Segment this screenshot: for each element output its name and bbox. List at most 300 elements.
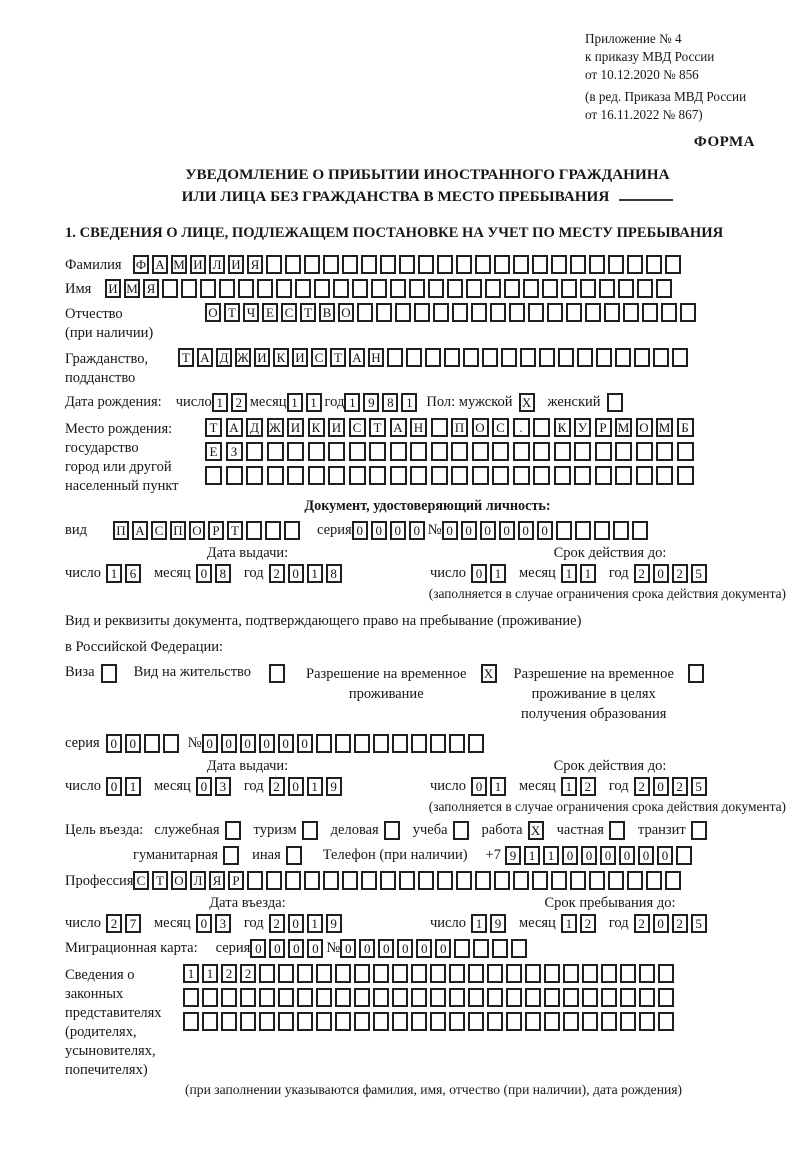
residence-number-cell[interactable]: 0 <box>278 734 294 753</box>
birthplace-cell[interactable]: . <box>513 418 530 437</box>
temp-residence-checkbox-cell[interactable]: X <box>481 664 497 683</box>
representatives-cell[interactable] <box>297 1012 313 1031</box>
doc-number-cell[interactable] <box>556 521 572 540</box>
citizenship-cell[interactable] <box>425 348 441 367</box>
name-cell[interactable] <box>219 279 235 298</box>
birthplace-cell[interactable] <box>205 466 222 485</box>
migcard-number-cell[interactable] <box>492 939 508 958</box>
name-cell[interactable] <box>162 279 178 298</box>
representatives-cell[interactable] <box>278 988 294 1007</box>
doc-series-cell[interactable]: 0 <box>390 521 406 540</box>
birthplace-cell[interactable] <box>410 442 427 461</box>
birthplace-cell[interactable]: А <box>226 418 243 437</box>
migcard-number-cell[interactable] <box>454 939 470 958</box>
residence-number-cell[interactable]: 0 <box>221 734 237 753</box>
name-cell[interactable] <box>314 279 330 298</box>
representatives-cell[interactable] <box>240 988 256 1007</box>
birthplace-cell[interactable] <box>246 466 263 485</box>
doc-series-cell[interactable]: 0 <box>352 521 368 540</box>
birthplace-cell[interactable] <box>431 418 448 437</box>
patronymic-cell[interactable] <box>471 303 487 322</box>
doc-kind-cell[interactable] <box>284 521 300 540</box>
representatives-cell[interactable] <box>221 988 237 1007</box>
representatives-cell[interactable] <box>183 988 199 1007</box>
birthplace-cell[interactable] <box>287 442 304 461</box>
residence-issue-year-cell[interactable]: 0 <box>288 777 304 796</box>
birthplace-cell[interactable] <box>390 442 407 461</box>
birthplace-cell[interactable]: С <box>349 418 366 437</box>
birthplace-cell[interactable]: Ж <box>267 418 284 437</box>
birthplace-cell[interactable]: Б <box>677 418 694 437</box>
doc-number-cell[interactable] <box>594 521 610 540</box>
birthplace-cell[interactable] <box>595 442 612 461</box>
profession-cell[interactable] <box>608 871 624 890</box>
doc-number-cell[interactable] <box>613 521 629 540</box>
birthplace-cell[interactable]: Н <box>410 418 427 437</box>
migcard-series-cell[interactable]: 0 <box>288 939 304 958</box>
residence-permit-checkbox-cell[interactable] <box>269 664 285 683</box>
birthplace-cell[interactable] <box>677 466 694 485</box>
entry-year-cell[interactable]: 1 <box>307 914 323 933</box>
surname-cell[interactable] <box>361 255 377 274</box>
representatives-cell[interactable] <box>221 1012 237 1031</box>
birthplace-cell[interactable] <box>308 466 325 485</box>
citizenship-cell[interactable]: Д <box>216 348 232 367</box>
stay-day-cell[interactable]: 1 <box>471 914 487 933</box>
name-cell[interactable] <box>238 279 254 298</box>
representatives-cell[interactable] <box>278 1012 294 1031</box>
citizenship-cell[interactable] <box>463 348 479 367</box>
name-cell[interactable] <box>637 279 653 298</box>
residence-issue-day-cell[interactable]: 1 <box>125 777 141 796</box>
birthplace-cell[interactable] <box>369 442 386 461</box>
birthplace-cell[interactable] <box>492 466 509 485</box>
patronymic-cell[interactable]: Т <box>224 303 240 322</box>
phone-digit-cell[interactable]: 0 <box>657 846 673 865</box>
representatives-cell[interactable] <box>525 1012 541 1031</box>
representatives-cell[interactable] <box>582 988 598 1007</box>
birthplace-cell[interactable]: К <box>554 418 571 437</box>
profession-cell[interactable] <box>399 871 415 890</box>
profession-cell[interactable] <box>494 871 510 890</box>
purpose-business-checkbox-cell[interactable] <box>384 821 400 840</box>
residence-number-cell[interactable] <box>373 734 389 753</box>
purpose-transit-checkbox-cell[interactable] <box>691 821 707 840</box>
representatives-cell[interactable] <box>620 1012 636 1031</box>
name-cell[interactable] <box>656 279 672 298</box>
representatives-cell[interactable] <box>525 964 541 983</box>
name-cell[interactable]: М <box>124 279 140 298</box>
residence-number-cell[interactable]: 0 <box>240 734 256 753</box>
surname-cell[interactable] <box>589 255 605 274</box>
citizenship-cell[interactable]: Ж <box>235 348 251 367</box>
representatives-cell[interactable] <box>601 1012 617 1031</box>
citizenship-cell[interactable]: Т <box>178 348 194 367</box>
representatives-cell[interactable] <box>487 988 503 1007</box>
birth-month-cell[interactable]: 1 <box>306 393 322 412</box>
birthplace-cell[interactable]: О <box>472 418 489 437</box>
citizenship-cell[interactable]: К <box>273 348 289 367</box>
birthplace-cell[interactable]: Т <box>369 418 386 437</box>
doc-number-cell[interactable] <box>575 521 591 540</box>
residence-series-cell[interactable]: 0 <box>106 734 122 753</box>
representatives-cell[interactable] <box>316 1012 332 1031</box>
representatives-cell[interactable] <box>449 988 465 1007</box>
profession-cell[interactable] <box>361 871 377 890</box>
doc-number-cell[interactable]: 0 <box>518 521 534 540</box>
entry-year-cell[interactable]: 2 <box>269 914 285 933</box>
representatives-cell[interactable] <box>506 1012 522 1031</box>
doc-expiry-month-cell[interactable]: 1 <box>561 564 577 583</box>
surname-cell[interactable]: А <box>152 255 168 274</box>
representatives-cell[interactable] <box>183 1012 199 1031</box>
surname-cell[interactable] <box>532 255 548 274</box>
doc-kind-cell[interactable] <box>246 521 262 540</box>
surname-cell[interactable] <box>627 255 643 274</box>
patronymic-cell[interactable] <box>680 303 696 322</box>
residence-number-cell[interactable]: 0 <box>202 734 218 753</box>
birthplace-cell[interactable] <box>369 466 386 485</box>
residence-issue-day-cell[interactable]: 0 <box>106 777 122 796</box>
birthplace-cell[interactable] <box>533 466 550 485</box>
birthplace-cell[interactable] <box>451 466 468 485</box>
profession-cell[interactable] <box>532 871 548 890</box>
name-cell[interactable] <box>409 279 425 298</box>
birthplace-cell[interactable] <box>349 466 366 485</box>
representatives-cell[interactable] <box>544 964 560 983</box>
residence-issue-year-cell[interactable]: 1 <box>307 777 323 796</box>
birthplace-cell[interactable] <box>246 442 263 461</box>
doc-expiry-year-cell[interactable]: 2 <box>634 564 650 583</box>
phone-digit-cell[interactable] <box>676 846 692 865</box>
representatives-cell[interactable] <box>430 1012 446 1031</box>
name-cell[interactable] <box>295 279 311 298</box>
name-cell[interactable] <box>504 279 520 298</box>
surname-cell[interactable] <box>304 255 320 274</box>
doc-issue-day-cell[interactable]: 6 <box>125 564 141 583</box>
representatives-cell[interactable] <box>658 964 674 983</box>
representatives-cell[interactable] <box>373 1012 389 1031</box>
profession-cell[interactable] <box>266 871 282 890</box>
surname-cell[interactable] <box>456 255 472 274</box>
profession-cell[interactable] <box>437 871 453 890</box>
representatives-cell[interactable] <box>601 964 617 983</box>
profession-cell[interactable] <box>551 871 567 890</box>
surname-cell[interactable] <box>418 255 434 274</box>
name-cell[interactable] <box>371 279 387 298</box>
surname-cell[interactable] <box>608 255 624 274</box>
profession-cell[interactable] <box>342 871 358 890</box>
representatives-cell[interactable] <box>601 988 617 1007</box>
surname-cell[interactable] <box>513 255 529 274</box>
migcard-number-cell[interactable]: 0 <box>378 939 394 958</box>
surname-cell[interactable] <box>475 255 491 274</box>
residence-expiry-day-cell[interactable]: 1 <box>490 777 506 796</box>
representatives-cell[interactable] <box>563 988 579 1007</box>
profession-cell[interactable] <box>589 871 605 890</box>
surname-cell[interactable] <box>570 255 586 274</box>
purpose-other-checkbox-cell[interactable] <box>286 846 302 865</box>
representatives-cell[interactable] <box>354 1012 370 1031</box>
name-cell[interactable] <box>428 279 444 298</box>
representatives-cell[interactable] <box>202 1012 218 1031</box>
patronymic-cell[interactable] <box>604 303 620 322</box>
birth-day-cell[interactable]: 2 <box>231 393 247 412</box>
residence-expiry-year-cell[interactable]: 2 <box>672 777 688 796</box>
entry-month-cell[interactable]: 3 <box>215 914 231 933</box>
doc-number-cell[interactable]: 0 <box>537 521 553 540</box>
migcard-series-cell[interactable]: 0 <box>307 939 323 958</box>
birthplace-cell[interactable]: О <box>636 418 653 437</box>
doc-expiry-year-cell[interactable]: 0 <box>653 564 669 583</box>
birthplace-cell[interactable] <box>492 442 509 461</box>
patronymic-cell[interactable]: Ч <box>243 303 259 322</box>
representatives-cell[interactable] <box>639 1012 655 1031</box>
representatives-cell[interactable] <box>373 988 389 1007</box>
birthplace-cell[interactable]: З <box>226 442 243 461</box>
representatives-cell[interactable] <box>449 1012 465 1031</box>
patronymic-cell[interactable] <box>452 303 468 322</box>
representatives-cell[interactable] <box>487 964 503 983</box>
patronymic-cell[interactable] <box>395 303 411 322</box>
profession-cell[interactable] <box>418 871 434 890</box>
birthplace-cell[interactable] <box>533 442 550 461</box>
surname-cell[interactable]: И <box>190 255 206 274</box>
representatives-cell[interactable] <box>506 964 522 983</box>
name-cell[interactable] <box>200 279 216 298</box>
profession-cell[interactable] <box>513 871 529 890</box>
entry-day-cell[interactable]: 7 <box>125 914 141 933</box>
doc-issue-day-cell[interactable]: 1 <box>106 564 122 583</box>
citizenship-cell[interactable] <box>539 348 555 367</box>
representatives-cell[interactable] <box>316 988 332 1007</box>
birthplace-cell[interactable] <box>574 466 591 485</box>
migcard-number-cell[interactable]: 0 <box>340 939 356 958</box>
birthplace-cell[interactable] <box>533 418 550 437</box>
residence-expiry-month-cell[interactable]: 1 <box>561 777 577 796</box>
profession-cell[interactable] <box>380 871 396 890</box>
name-cell[interactable] <box>542 279 558 298</box>
birthplace-cell[interactable] <box>472 442 489 461</box>
representatives-cell[interactable] <box>563 1012 579 1031</box>
name-cell[interactable] <box>333 279 349 298</box>
name-cell[interactable] <box>466 279 482 298</box>
representatives-cell[interactable] <box>392 1012 408 1031</box>
doc-kind-cell[interactable]: А <box>132 521 148 540</box>
residence-expiry-year-cell[interactable]: 5 <box>691 777 707 796</box>
surname-cell[interactable] <box>285 255 301 274</box>
patronymic-cell[interactable] <box>547 303 563 322</box>
residence-number-cell[interactable] <box>316 734 332 753</box>
birthplace-cell[interactable] <box>410 466 427 485</box>
doc-expiry-year-cell[interactable]: 5 <box>691 564 707 583</box>
representatives-cell[interactable] <box>468 964 484 983</box>
representatives-cell[interactable] <box>525 988 541 1007</box>
birthplace-cell[interactable]: А <box>390 418 407 437</box>
entry-year-cell[interactable]: 0 <box>288 914 304 933</box>
purpose-tourism-checkbox-cell[interactable] <box>302 821 318 840</box>
citizenship-cell[interactable] <box>577 348 593 367</box>
residence-number-cell[interactable] <box>430 734 446 753</box>
birthplace-cell[interactable]: С <box>492 418 509 437</box>
residence-expiry-month-cell[interactable]: 2 <box>580 777 596 796</box>
representatives-cell[interactable] <box>240 1012 256 1031</box>
representatives-cell[interactable] <box>354 988 370 1007</box>
representatives-cell[interactable] <box>259 1012 275 1031</box>
doc-kind-cell[interactable]: Р <box>208 521 224 540</box>
birth-year-cell[interactable]: 1 <box>344 393 360 412</box>
name-cell[interactable] <box>485 279 501 298</box>
birth-year-cell[interactable]: 8 <box>382 393 398 412</box>
phone-digit-cell[interactable]: 1 <box>524 846 540 865</box>
citizenship-cell[interactable] <box>615 348 631 367</box>
birthplace-cell[interactable] <box>513 442 530 461</box>
doc-kind-cell[interactable]: О <box>189 521 205 540</box>
representatives-cell[interactable] <box>620 964 636 983</box>
stay-year-cell[interactable]: 2 <box>672 914 688 933</box>
profession-cell[interactable]: Р <box>228 871 244 890</box>
patronymic-cell[interactable]: О <box>338 303 354 322</box>
birthplace-cell[interactable] <box>472 466 489 485</box>
birthplace-cell[interactable] <box>226 466 243 485</box>
birthplace-cell[interactable]: Р <box>595 418 612 437</box>
residence-number-cell[interactable] <box>335 734 351 753</box>
representatives-cell[interactable] <box>335 1012 351 1031</box>
representatives-cell[interactable]: 2 <box>240 964 256 983</box>
residence-issue-year-cell[interactable]: 2 <box>269 777 285 796</box>
residence-expiry-year-cell[interactable]: 2 <box>634 777 650 796</box>
name-cell[interactable] <box>447 279 463 298</box>
representatives-cell[interactable] <box>335 964 351 983</box>
representatives-cell[interactable] <box>658 988 674 1007</box>
representatives-cell[interactable] <box>487 1012 503 1031</box>
surname-cell[interactable] <box>494 255 510 274</box>
patronymic-cell[interactable] <box>433 303 449 322</box>
doc-expiry-year-cell[interactable]: 2 <box>672 564 688 583</box>
name-cell[interactable]: И <box>105 279 121 298</box>
representatives-cell[interactable] <box>639 988 655 1007</box>
citizenship-cell[interactable] <box>406 348 422 367</box>
surname-cell[interactable] <box>665 255 681 274</box>
name-cell[interactable] <box>523 279 539 298</box>
phone-digit-cell[interactable]: 0 <box>638 846 654 865</box>
doc-expiry-day-cell[interactable]: 1 <box>490 564 506 583</box>
birthplace-cell[interactable]: У <box>574 418 591 437</box>
representatives-cell[interactable] <box>411 1012 427 1031</box>
phone-digit-cell[interactable]: 0 <box>562 846 578 865</box>
birthplace-cell[interactable]: Е <box>205 442 222 461</box>
surname-cell[interactable]: Ф <box>133 255 149 274</box>
phone-digit-cell[interactable]: 0 <box>581 846 597 865</box>
representatives-cell[interactable] <box>392 988 408 1007</box>
migcard-number-cell[interactable] <box>473 939 489 958</box>
name-cell[interactable] <box>352 279 368 298</box>
citizenship-cell[interactable] <box>672 348 688 367</box>
birth-month-cell[interactable]: 1 <box>287 393 303 412</box>
residence-number-cell[interactable] <box>392 734 408 753</box>
profession-cell[interactable] <box>247 871 263 890</box>
name-cell[interactable] <box>599 279 615 298</box>
profession-cell[interactable] <box>665 871 681 890</box>
patronymic-cell[interactable] <box>661 303 677 322</box>
purpose-humanitarian-checkbox-cell[interactable] <box>223 846 239 865</box>
surname-cell[interactable] <box>551 255 567 274</box>
doc-issue-month-cell[interactable]: 0 <box>196 564 212 583</box>
residence-series-cell[interactable]: 0 <box>125 734 141 753</box>
name-cell[interactable] <box>561 279 577 298</box>
representatives-cell[interactable]: 1 <box>183 964 199 983</box>
birthplace-cell[interactable] <box>267 466 284 485</box>
stay-year-cell[interactable]: 0 <box>653 914 669 933</box>
patronymic-cell[interactable] <box>528 303 544 322</box>
citizenship-cell[interactable] <box>444 348 460 367</box>
profession-cell[interactable] <box>323 871 339 890</box>
doc-issue-month-cell[interactable]: 8 <box>215 564 231 583</box>
citizenship-cell[interactable]: А <box>349 348 365 367</box>
doc-number-cell[interactable]: 0 <box>442 521 458 540</box>
representatives-cell[interactable] <box>373 964 389 983</box>
representatives-cell[interactable] <box>278 964 294 983</box>
doc-series-cell[interactable]: 0 <box>409 521 425 540</box>
representatives-cell[interactable] <box>297 988 313 1007</box>
residence-number-cell[interactable] <box>354 734 370 753</box>
name-cell[interactable] <box>618 279 634 298</box>
doc-issue-year-cell[interactable]: 8 <box>326 564 342 583</box>
doc-kind-cell[interactable]: С <box>151 521 167 540</box>
migcard-number-cell[interactable]: 0 <box>359 939 375 958</box>
phone-digit-cell[interactable]: 0 <box>619 846 635 865</box>
profession-cell[interactable]: О <box>171 871 187 890</box>
migcard-number-cell[interactable]: 0 <box>416 939 432 958</box>
doc-number-cell[interactable]: 0 <box>480 521 496 540</box>
profession-cell[interactable]: С <box>133 871 149 890</box>
name-cell[interactable] <box>257 279 273 298</box>
birthplace-cell[interactable] <box>554 466 571 485</box>
phone-digit-cell[interactable]: 9 <box>505 846 521 865</box>
citizenship-cell[interactable]: Т <box>330 348 346 367</box>
phone-digit-cell[interactable]: 1 <box>543 846 559 865</box>
doc-number-cell[interactable]: 0 <box>461 521 477 540</box>
patronymic-cell[interactable]: Т <box>300 303 316 322</box>
stay-day-cell[interactable]: 9 <box>490 914 506 933</box>
citizenship-cell[interactable] <box>482 348 498 367</box>
birthplace-cell[interactable] <box>287 466 304 485</box>
birthplace-cell[interactable] <box>574 442 591 461</box>
representatives-cell[interactable] <box>335 988 351 1007</box>
birthplace-cell[interactable] <box>636 466 653 485</box>
birthplace-cell[interactable] <box>554 442 571 461</box>
purpose-work-checkbox-cell[interactable]: X <box>528 821 544 840</box>
sex-male-checkbox-cell[interactable]: X <box>519 393 535 412</box>
representatives-cell[interactable] <box>259 964 275 983</box>
representatives-cell[interactable] <box>316 964 332 983</box>
stay-year-cell[interactable]: 5 <box>691 914 707 933</box>
name-cell[interactable]: Я <box>143 279 159 298</box>
patronymic-cell[interactable] <box>414 303 430 322</box>
surname-cell[interactable] <box>342 255 358 274</box>
citizenship-cell[interactable] <box>501 348 517 367</box>
migcard-number-cell[interactable] <box>511 939 527 958</box>
representatives-cell[interactable] <box>468 988 484 1007</box>
residence-issue-year-cell[interactable]: 9 <box>326 777 342 796</box>
representatives-cell[interactable] <box>506 988 522 1007</box>
citizenship-cell[interactable] <box>634 348 650 367</box>
entry-year-cell[interactable]: 9 <box>326 914 342 933</box>
representatives-cell[interactable] <box>297 964 313 983</box>
birthplace-cell[interactable] <box>656 466 673 485</box>
surname-cell[interactable] <box>323 255 339 274</box>
doc-kind-cell[interactable]: Т <box>227 521 243 540</box>
